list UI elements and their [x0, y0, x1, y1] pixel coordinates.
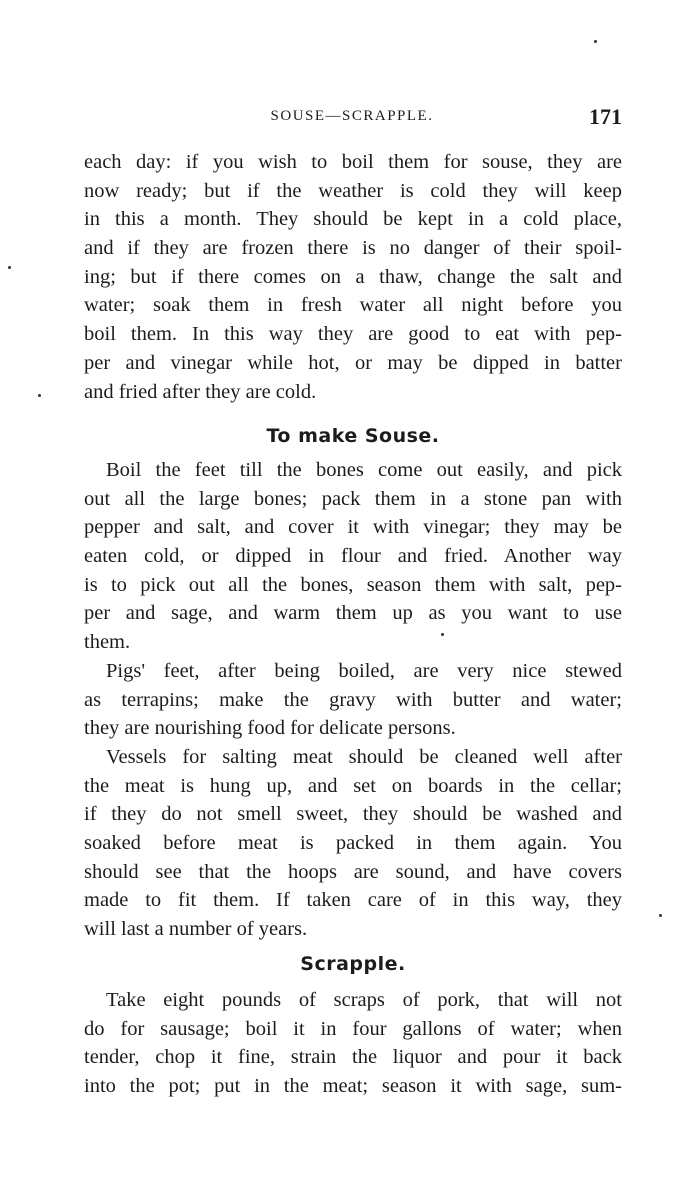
- text-line: do for sausage; boil it in four gallons of water; when: [84, 1017, 622, 1040]
- text-line: eaten cold, or dipped in flour and fried. Another way: [84, 545, 622, 568]
- section-heading-scrapple: Scrapple.: [300, 953, 406, 975]
- text-line: boil them. In this way they are good to eat with pep-: [84, 323, 622, 346]
- text-line: water; soak them in fresh water all night before you: [84, 294, 622, 317]
- souse-section-body: [84, 456, 622, 944]
- text-line: made to fit them. If taken care of in this way, they: [84, 889, 622, 912]
- running-title: SOUSE—SCRAPPLE.: [270, 108, 434, 124]
- text-line: pepper and salt, and cover it with vinegar; they may be: [84, 516, 622, 539]
- page-number: 171: [589, 104, 622, 129]
- text-line: out all the large bones; pack them in a stone pan with: [84, 487, 622, 510]
- text-line: per and vinegar while hot, or may be dipped in batter: [84, 351, 622, 374]
- print-speck: [659, 914, 662, 917]
- text-line: per and sage, and warm them up as you want to use: [84, 602, 622, 625]
- text-line: soaked before meat is packed in them again. You: [84, 831, 622, 854]
- text-line: ing; but if there comes on a thaw, change the salt and: [84, 265, 622, 288]
- text-line: the meat is hung up, and set on boards in the cellar;: [84, 774, 622, 797]
- text-line: in this a month. They should be kept in a cold place,: [84, 208, 622, 231]
- continued-paragraph: [84, 148, 622, 406]
- text-line: will last a number of years.: [84, 918, 308, 940]
- text-line: Take eight pounds of scraps of pork, that will not: [106, 989, 622, 1011]
- text-line: if they do not smell sweet, they should be washed and: [84, 803, 622, 826]
- print-speck: [38, 394, 41, 397]
- text-line: as terrapins; make the gravy with butter and water;: [84, 688, 622, 711]
- print-speck: [8, 266, 11, 269]
- text-line: and fried after they are cold.: [84, 380, 317, 403]
- text-line: tender, chop it fine, strain the liquor and pour it back: [84, 1046, 622, 1069]
- text-line: they are nourishing food for delicate persons.: [84, 717, 456, 740]
- text-line: is to pick out all the bones, season them with salt, pep-: [84, 573, 622, 596]
- text-line: and if they are frozen there is no danger of their spoil-: [84, 237, 622, 260]
- text-line: Pigs' feet, after being boiled, are very nice stewed: [106, 659, 622, 682]
- text-line: should see that the hoops are sound, and have covers: [84, 860, 622, 883]
- text-line: now ready; but if the weather is cold they will keep: [84, 179, 622, 202]
- text-line: each day: if you wish to boil them for souse, they are: [84, 151, 622, 173]
- text-line: them.: [84, 631, 131, 654]
- text-line: Boil the feet till the bones come out easily, and pick: [106, 459, 622, 481]
- print-speck: [441, 633, 444, 636]
- scrapple-section-body: [84, 986, 622, 1101]
- section-heading-souse: To make Souse.: [266, 425, 440, 447]
- text-line: Vessels for salting meat should be cleaned well after: [106, 745, 622, 768]
- print-speck: [594, 40, 597, 43]
- text-line: into the pot; put in the meat; season it with sage, sum-: [84, 1075, 622, 1098]
- page-header: [82, 104, 622, 134]
